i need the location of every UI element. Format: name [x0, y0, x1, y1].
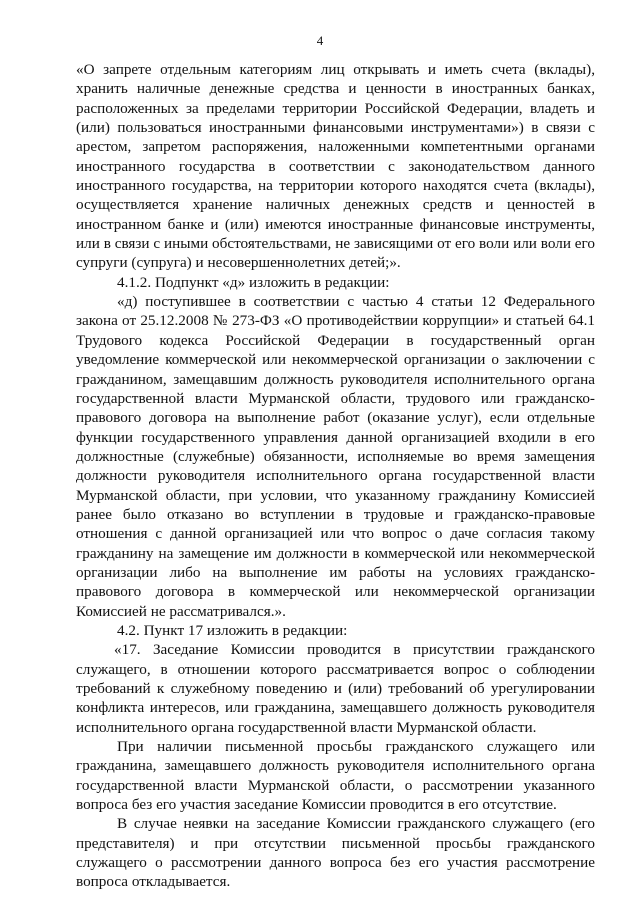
paragraph-clause-heading: 4.2. Пункт 17 изложить в редакции: [117, 621, 348, 639]
paragraph-clause-17: «17. Заседание Комиссии проводится в присутствии гражданского служащего, в отношении которого рассматривается вопрос о соблюдении требований к служебному поведению и (или) требований об урегулировании конфликта интересов, или гражданина, замещавшего должность руководителя исполнительного органа государственной власти Мурманской области. [76, 641, 595, 736]
page-number: 4 [316, 33, 324, 48]
paragraph-subclause-heading: 4.1.2. Подпункт «д» изложить в редакции: [117, 273, 390, 291]
paragraph-written-request: При наличии письменной просьбы гражданского служащего или гражданина, замещавшего должность руководителя исполнительного органа государственной власти Мурманской области, о рассмотрении указанного вопроса без его участия заседание Комиссии проводится в его отсутствие. [76, 738, 595, 814]
paragraph-subclause-d: «д) поступившее в соответствии с частью 4 статьи 12 Федерального закона от 25.12.2008 № 273-ФЗ «О противодействии коррупции» и статьей 64.1 Трудового кодекса Российской Федерации в государственный орган уведомление коммерческой или некоммерческой организации о заключении с гражданином, замещавшим должность руководителя исполнительного органа государственной власти Мурманской области, трудового или гражданско-правового договора на выполнение работ (оказание услуг), если отдельные функции государственного управления данной организацией входили в его должностные (служебные) обязанности, исполняемые во время замещения должности руководителя исполнительного органа государственной власти Мурманской области, при условии, что указанному гражданину Комиссией ранее было отказано во вступлении в трудовые и гражданско-правовые отношения с данной организацией или что вопрос о даче согласия такому гражданину на замещение им должности в коммерческой или некоммерческой организации либо на выполнение им работы на условиях гражданско-правового договора в коммерческой или некоммерческой организации Комиссией не рассматривался.». [76, 293, 595, 620]
document-body [76, 60, 595, 892]
paragraph-non-appearance: В случае неявки на заседание Комиссии гражданского служащего (его представителя) и при отсутствии письменной просьбы гражданского служащего о рассмотрении данного вопроса без его участия рассмотрение вопроса откладывается. [76, 815, 595, 891]
paragraph-continuation: «О запрете отдельным категориям лиц открывать и иметь счета (вклады), хранить наличные денежные средства и ценности в иностранных банках, расположенных за пределами территории Российской Федерации, владеть и (или) пользоваться иностранными финансовыми инструментами») в связи с арестом, запретом распоряжения, наложенными компетентными органами иностранного государства в соответствии с законодательством данного иностранного государства, на территории которого находятся счета (вклады), осуществляется хранение наличных денежных средств и ценностей в иностранном банке и (или) имеются иностранные финансовые инструменты, или в связи с иными обстоятельствами, не зависящими от его воли или воли его супруги (супруга) и несовершеннолетних детей;». [76, 61, 595, 272]
